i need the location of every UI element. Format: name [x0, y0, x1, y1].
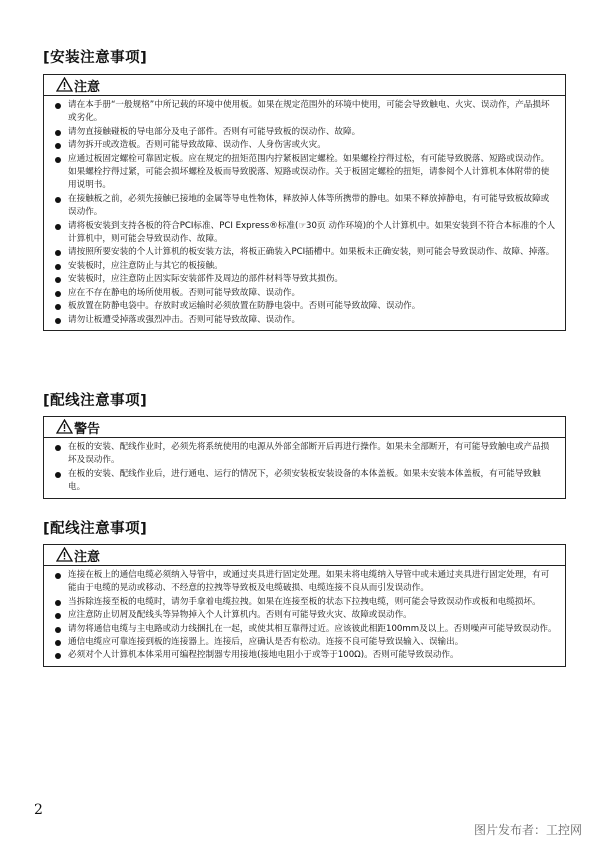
watermark: 图片发布者：工控网	[473, 823, 582, 837]
box-title: 警告	[74, 422, 101, 437]
list-item: 应在不存在静电的场所使用板。否则可能导致故障、误动作。	[68, 287, 557, 300]
list-item: 应通过板固定螺栓可靠固定板。应在规定的扭矩范围内拧紧板固定螺栓。如果螺栓拧得过松，有可能导致脱落、短路或误动作。如果螺栓拧得过紧，可能会损坏螺栓及板而导致脱落、短路或误动作。关于板固定螺栓的扭矩，请参阅个人计算机本体附带的使用说明书。	[68, 153, 557, 193]
list-item: 请勿让板遭受掉落或强烈冲击。否则可能导致故障、误动作。	[68, 314, 557, 327]
section-heading-wiring-caution: [配线注意事项]	[43, 521, 148, 537]
warning-triangle-icon	[56, 77, 73, 92]
list-item: 连接在板上的通信电缆必须纳入导管中，或通过夹具进行固定处理。如果未将电缆纳入导管中或未通过夹具进行固定处理，有可能由于电缆的晃动或移动、不经意的拉拽等导致板及电缆破损、电缆连接不良从而引发误动作。	[68, 569, 557, 596]
list-item: 请勿直接触碰板的导电部分及电子部件。否则有可能导致板的误动作、故障。	[68, 126, 557, 139]
list-item: 在板的安装、配线作业时，必须先将系统使用的电源从外部全部断开后再进行操作。如果未全部断开，有可能导致触电或产品损坏及误动作。	[68, 441, 557, 468]
list-item: 请勿将通信电缆与主电路或动力线捆扎在一起，或使其相互靠得过近。应该彼此相距100mm及以上。否则噪声可能导致误动作。	[68, 623, 557, 636]
section-heading-wiring-warning: [配线注意事项]	[43, 393, 148, 409]
caution-box-installation	[43, 74, 566, 331]
section-heading-installation: [安装注意事项]	[43, 50, 148, 66]
box-body	[44, 566, 565, 666]
list-item: 在接触板之前，必须先接触已接地的金属等导电性物体，释放掉人体等所携带的静电。如果不释放掉静电，有可能导致板故障或误动作。	[68, 193, 557, 220]
warning-triangle-icon	[56, 419, 73, 434]
list-item: 请勿拆开或改造板。否则可能导致故障、误动作、人身伤害或火灾。	[68, 139, 557, 152]
list-item: 通信电缆应可靠连接到板的连接器上。连接后，应确认是否有松动。连接不良可能导致误输入、误输出。	[68, 636, 557, 649]
box-title: 注意	[74, 80, 101, 95]
list-item: 请在本手册“一般规格”中所记载的环境中使用板。如果在规定范围外的环境中使用，可能会导致触电、火灾、误动作，产品损坏或劣化。	[68, 99, 557, 126]
warning-triangle-icon	[56, 547, 73, 562]
list-item: 安装板时，应注意防止与其它的板接触。	[68, 260, 557, 273]
warning-box-wiring	[43, 416, 566, 499]
list-item: 板放置在防静电袋中。存放时或运输时必须放置在防静电袋中。否则可能导致故障、误动作。	[68, 300, 557, 313]
box-body	[44, 438, 565, 498]
list-item: 安装板时，应注意防止因实际安装部件及周边的部件材料等导致其损伤。	[68, 273, 557, 286]
list-item: 请按照所要安装的个人计算机的板安装方法，将板正确装入PCI插槽中。如果板未正确安装，则可能会导致误动作、故障、掉落。	[68, 246, 557, 259]
list-item: 必须对个人计算机本体采用可编程控制器专用接地(接地电阻小于或等于100Ω)。否则可能导致误动作。	[68, 649, 557, 662]
box-header	[44, 545, 565, 566]
list-item: 请将板安装到支持各板的符合PCI标准、PCI Express®标准(☞30页 动作环境)的个人计算机中。如果安装到不符合本标准的个人计算机中，则可能会导致误动作、故障。	[68, 220, 557, 247]
caution-box-wiring	[43, 544, 566, 667]
box-title: 注意	[74, 550, 101, 565]
box-header	[44, 417, 565, 438]
box-header	[44, 75, 565, 96]
list-item: 当拆除连接至板的电缆时，请勿手拿着电缆拉拽。如果在连接至板的状态下拉拽电缆，则可能会导致误动作或板和电缆损坏。	[68, 596, 557, 609]
list-item: 应注意防止切屑及配线头等异物掉入个人计算机内。否则有可能导致火灾、故障或误动作。	[68, 609, 557, 622]
box-body	[44, 96, 565, 330]
page-number: 2	[34, 802, 43, 818]
list-item: 在板的安装、配线作业后，进行通电、运行的情况下，必须安装板安装设备的本体盖板。如果未安装本体盖板，有可能导致触电。	[68, 468, 557, 495]
